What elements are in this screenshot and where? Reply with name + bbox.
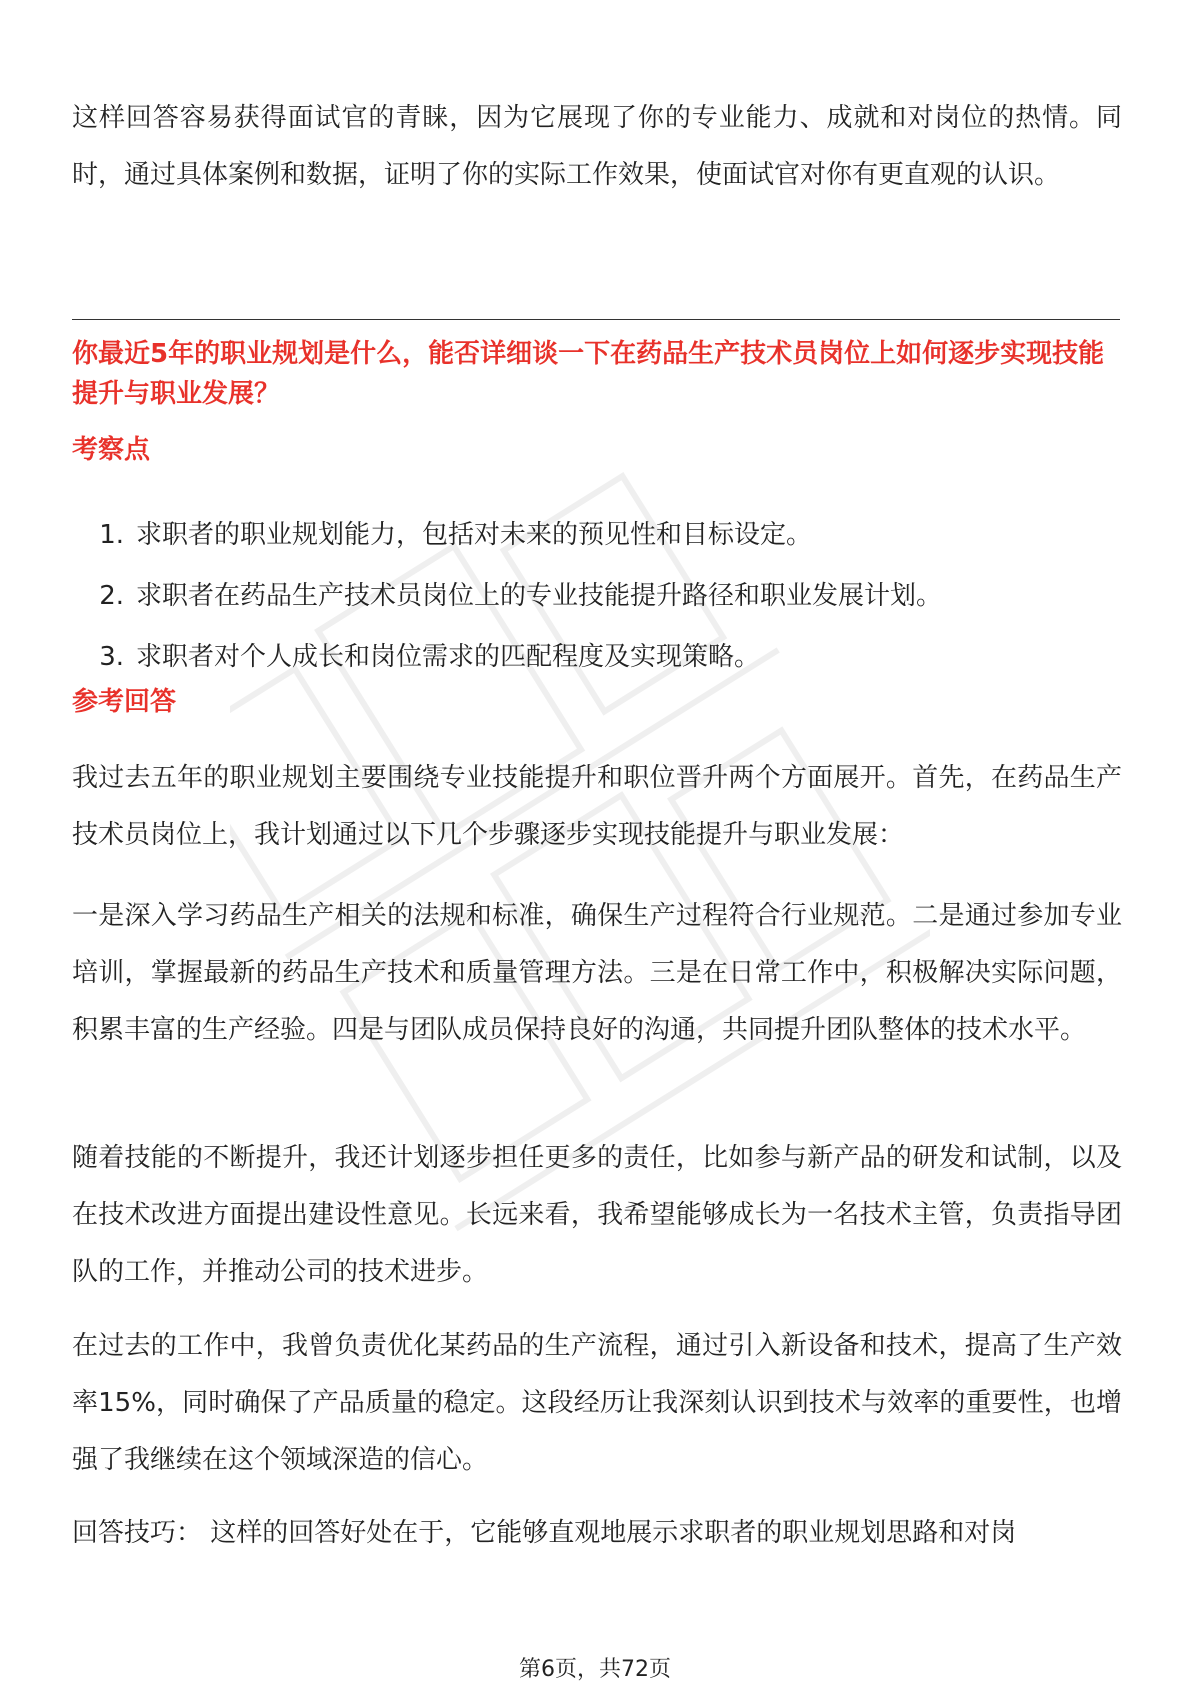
assessment-heading: 考察点 (72, 435, 151, 465)
assessment-list (72, 505, 1122, 688)
reference-answer-p3 (72, 1130, 1122, 1301)
intro-paragraph: 这样回答容易获得面试官的青睐，因为它展现了你的专业能力、成就和对岗位的热情。同时，通过具体案例和数据，证明了你的实际工作效果，使面试官对你有更直观的认识。 (72, 103, 1122, 190)
answer-paragraph: 随着技能的不断提升，我还计划逐步担任更多的责任，比如参与新产品的研发和试制，以及在技术改进方面提出建设性意见。长远来看，我希望能够成长为一名技术主管，负责指导团队的工作，并推动公司的技术进步。 (72, 1143, 1122, 1287)
question-title: 你最近5年的职业规划是什么，能否详细谈一下在药品生产技术员岗位上如何逐步实现技能提升与职业发展？ (72, 339, 1105, 409)
list-item-text: 求职者对个人成长和岗位需求的匹配程度及实现策略。 (136, 642, 761, 672)
list-item-number: 1. (99, 520, 124, 550)
reference-answer-p1 (72, 750, 1122, 864)
answer-paragraph: 我过去五年的职业规划主要围绕专业技能提升和职位晋升两个方面展开。首先，在药品生产技术员岗位上，我计划通过以下几个步骤逐步实现技能提升与职业发展： (72, 763, 1122, 850)
reference-heading: 参考回答 (72, 687, 177, 717)
list-item-text: 求职者在药品生产技术员岗位上的专业技能提升路径和职业发展计划。 (136, 581, 943, 611)
section-divider (72, 319, 1120, 320)
list-item-text: 求职者的职业规划能力，包括对未来的预见性和目标设定。 (136, 520, 813, 550)
reference-answer-p4 (72, 1318, 1122, 1489)
list-item-number: 2. (99, 581, 124, 611)
list-item-number: 3. (99, 642, 124, 672)
page-number: 第6页，共72页 (519, 1657, 671, 1682)
reference-answer-p2 (72, 888, 1122, 1059)
answer-paragraph: 在过去的工作中，我曾负责优化某药品的生产流程，通过引入新设备和技术，提高了生产效率15%，同时确保了产品质量的稳定。这段经历让我深刻认识到技术与效率的重要性，也增强了我继续在这个领域深造的信心。 (72, 1331, 1122, 1475)
answer-tip (72, 1505, 1122, 1562)
answer-tip-text: 回答技巧： 这样的回答好处在于，它能够直观地展示求职者的职业规划思路和对岗 (72, 1518, 1017, 1548)
list-item (72, 627, 1122, 688)
list-item (72, 566, 1122, 627)
answer-paragraph: 一是深入学习药品生产相关的法规和标准，确保生产过程符合行业规范。二是通过参加专业培训，掌握最新的药品生产技术和质量管理方法。三是在日常工作中，积极解决实际问题，积累丰富的生产经验。四是与团队成员保持良好的沟通，共同提升团队整体的技术水平。 (72, 901, 1122, 1045)
list-item (72, 505, 1122, 566)
